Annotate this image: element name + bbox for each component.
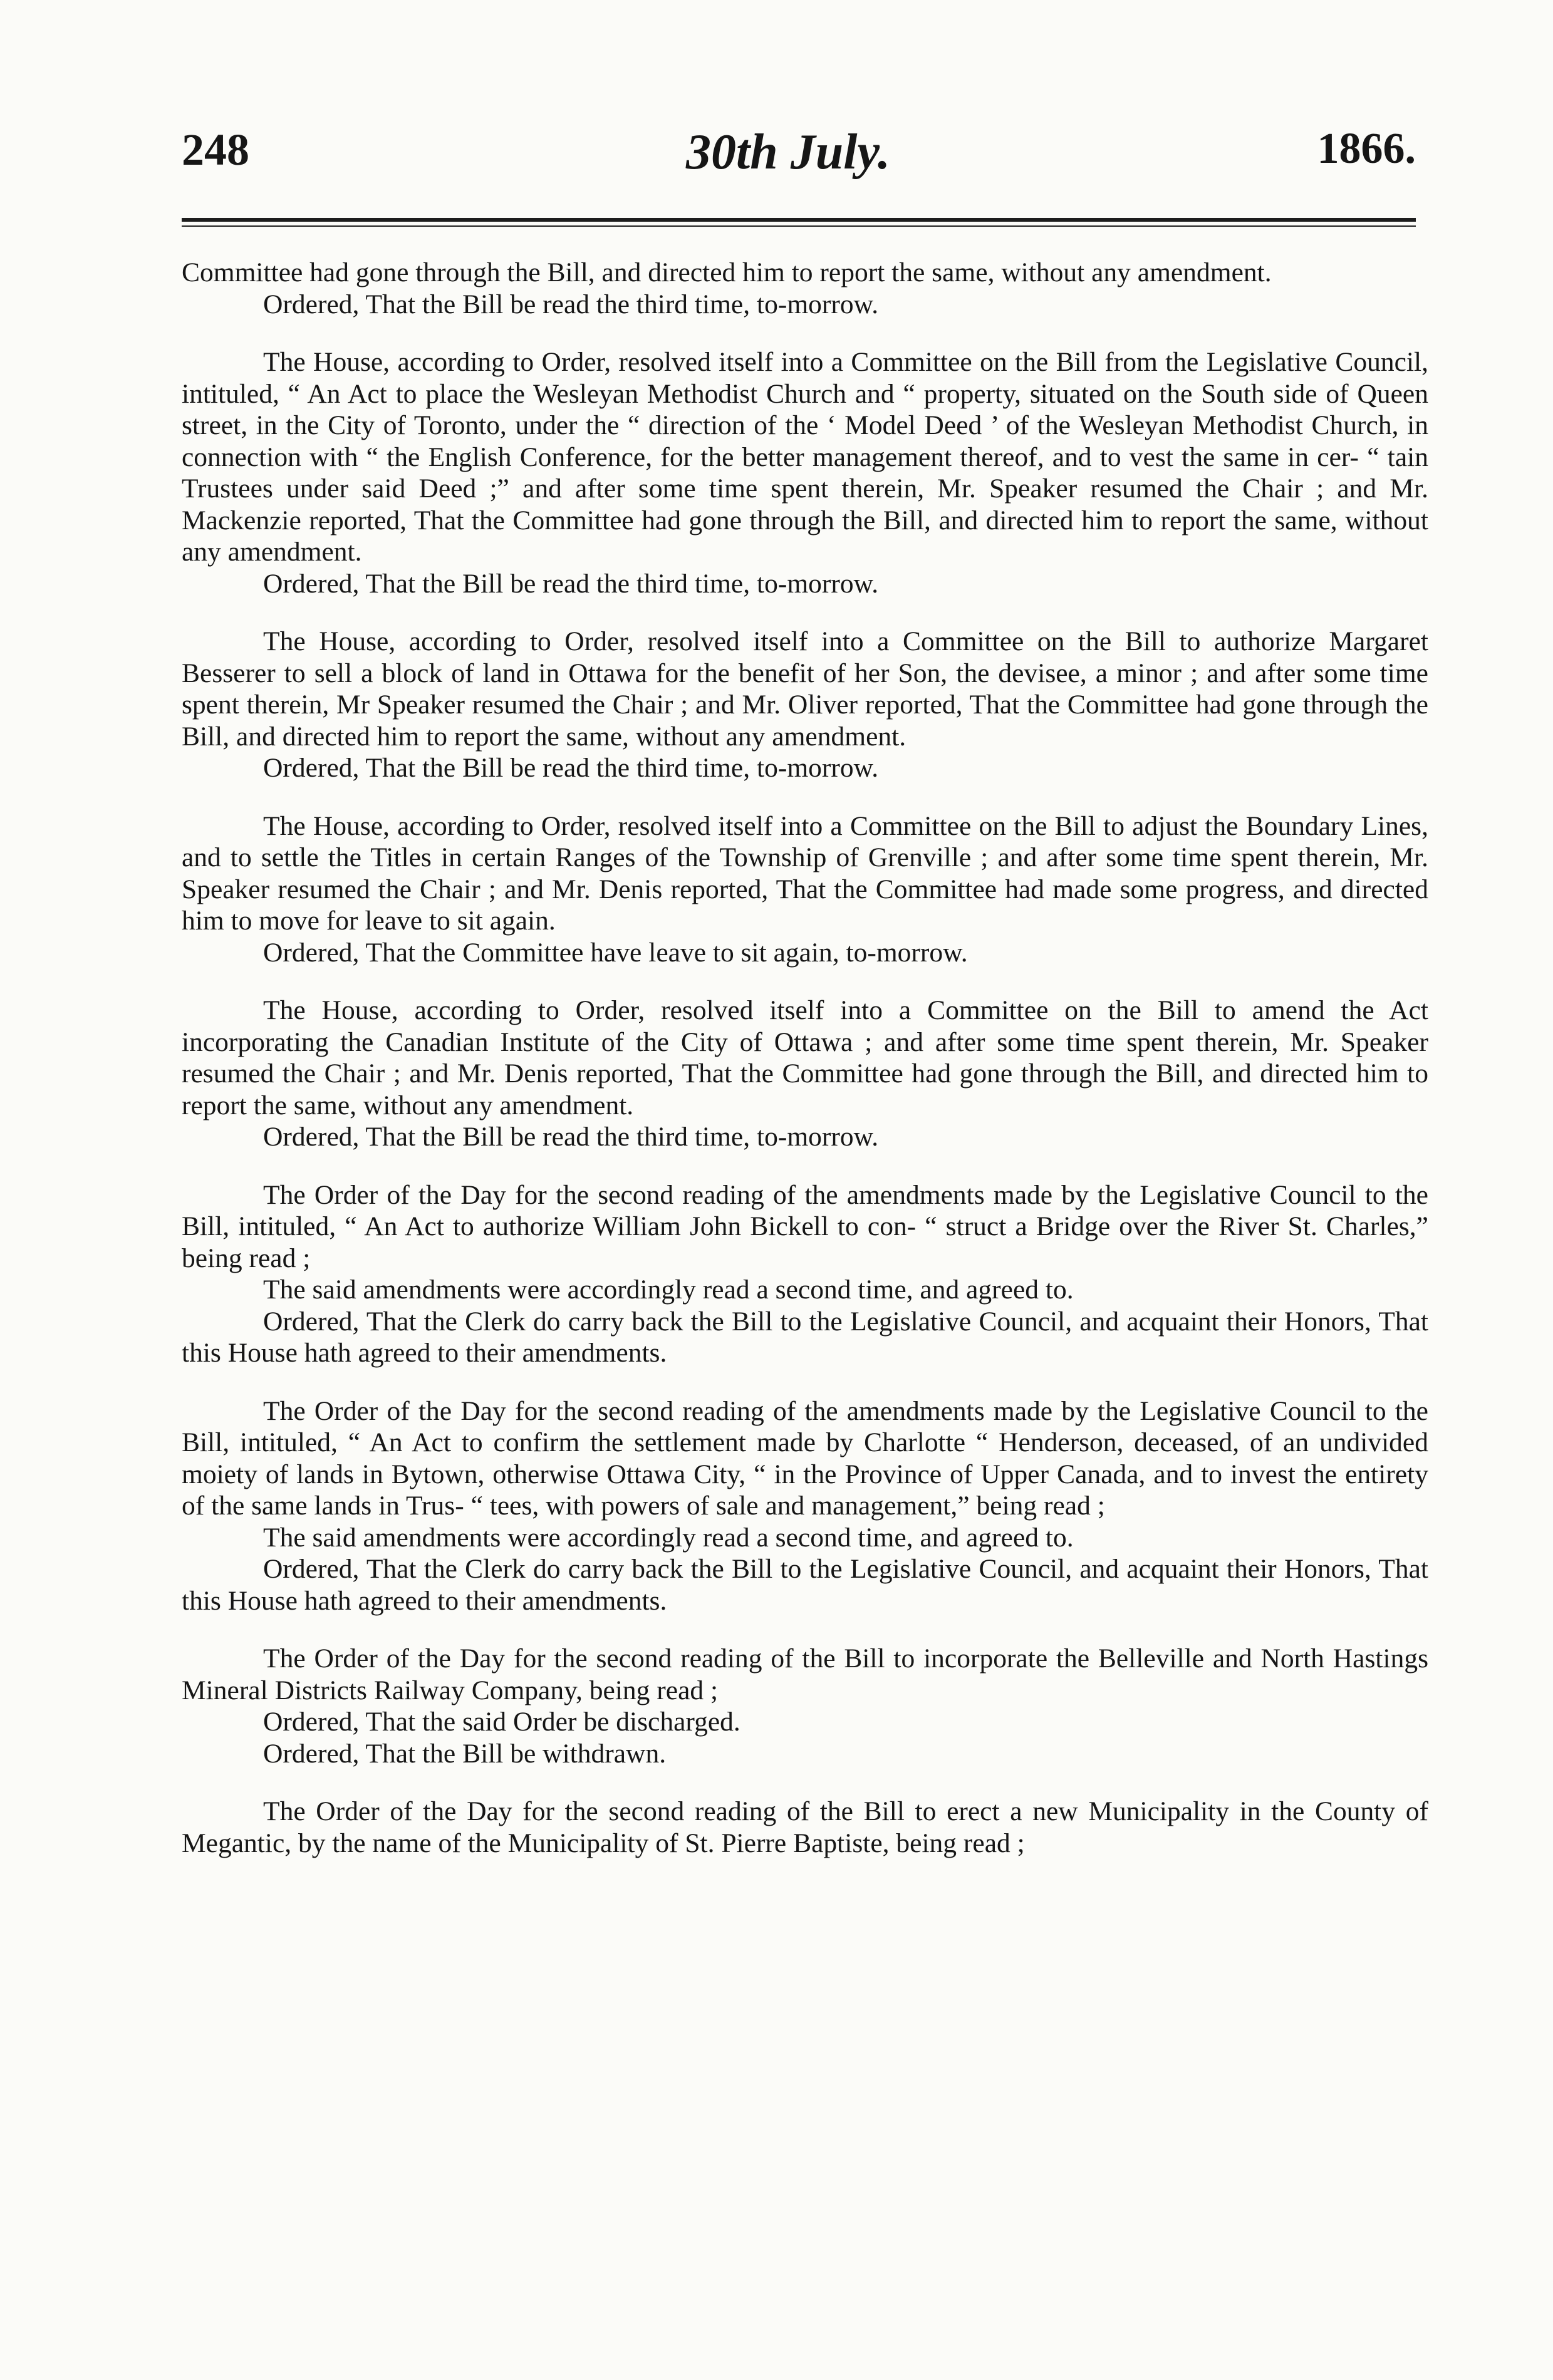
page-header	[182, 124, 1416, 187]
amendments-line: The said amendments were accordingly read a second time, and agreed to.	[263, 1275, 1074, 1305]
ordered-line: Ordered, That the said Order be discharged.	[263, 1707, 740, 1737]
ordered-line: Ordered, That the Clerk do carry back the Bill to the Legislative Council, and acquaint their Honors, That this House hath agreed to their amendments.	[182, 1554, 1428, 1616]
paragraph-text: The Order of the Day for the second reading of the Bill to incorporate the Belleville and North Hastings Mineral Districts Railway Company, being read ;	[182, 1643, 1428, 1705]
paragraph-text: The House, according to Order, resolved itself into a Committee on the Bill from the Legislative Council, intituled, “ An Act to place the Wesleyan Methodist Church and “ property, situated on the South side of Queen street, in the City of Toronto, under the “ direction of the ‘ Model Deed ’ of the Wesleyan Methodist Church, in connection with “ the English Conference, for the better management thereof, and to vest the same in cer- “ tain Trustees under said Deed ;” and after some time spent therein, Mr. Speaker resumed the Chair ; and Mr. Mackenzie reported, That the Committee had gone through the Bill, and directed him to report the same, without any amendment.	[182, 347, 1428, 567]
paragraph-text: Committee had gone through the Bill, and directed him to report the same, without any amendment.	[182, 257, 1272, 287]
paragraph	[182, 346, 1428, 599]
paragraph	[182, 626, 1428, 784]
header-rule-thick	[182, 218, 1416, 222]
ordered-line: Ordered, That the Bill be read the third time, to-morrow.	[263, 753, 879, 783]
paragraph	[182, 257, 1428, 320]
ordered-line: Ordered, That the Committee have leave to sit again, to-morrow.	[263, 937, 968, 968]
paragraph-text: The House, according to Order, resolved itself into a Committee on the Bill to authorize Margaret Besserer to sell a block of land in Ottawa for the benefit of her Son, the devisee, a minor ; and after some time spent therein, Mr Speaker resumed the Chair ; and Mr. Oliver reported, That the Committee had gone through the Bill, and directed him to report the same, without any amendment.	[182, 626, 1428, 752]
paragraph-text: The House, according to Order, resolved itself into a Committee on the Bill to adjust the Boundary Lines, and to settle the Titles in certain Ranges of the Township of Grenville ; and after some time spent therein, Mr. Speaker resumed the Chair ; and Mr. Denis reported, That the Committee had made some progress, and directed him to move for leave to sit again.	[182, 810, 1428, 936]
page-date: 30th July.	[686, 125, 890, 180]
paragraph	[182, 1796, 1428, 1859]
ordered-line: Ordered, That the Bill be read the third time, to-morrow.	[263, 1122, 879, 1152]
ordered-line: Ordered, That the Clerk do carry back the Bill to the Legislative Council, and acquaint their Honors, That this House hath agreed to their amendments.	[182, 1306, 1428, 1368]
ordered-line: Ordered, That the Bill be withdrawn.	[263, 1738, 667, 1769]
page-year: 1866.	[1317, 125, 1416, 173]
paragraph-text: The Order of the Day for the second reading of the amendments made by the Legislative Council to the Bill, intituled, “ An Act to authorize William John Bickell to con- “ struct a Bridge over the River St. Charles,” being read ;	[182, 1179, 1428, 1273]
ordered-line: Ordered, That the Bill be read the third time, to-morrow.	[263, 289, 879, 319]
amendments-line: The said amendments were accordingly read a second time, and agreed to.	[263, 1522, 1074, 1553]
page-number: 248	[182, 125, 249, 175]
paragraph-text: The Order of the Day for the second reading of the amendments made by the Legislative Council to the Bill, intituled, “ An Act to confirm the settlement made by Charlotte “ Henderson, deceased, of an undivided moiety of lands in Bytown, otherwise Ottawa City, “ in the Province of Upper Canada, and to invest the entirety of the same lands in Trus- “ tees, with powers of sale and management,” being read ;	[182, 1395, 1428, 1521]
paragraph-text: The Order of the Day for the second reading of the Bill to erect a new Municipality in the County of Megantic, by the name of the Municipality of St. Pierre Baptiste, being read ;	[182, 1796, 1428, 1858]
paragraph	[182, 1395, 1428, 1617]
paragraph	[182, 1179, 1428, 1369]
header-rule-thin	[182, 225, 1416, 227]
ordered-line: Ordered, That the Bill be read the third time, to-morrow.	[263, 568, 879, 599]
journal-body	[182, 257, 1428, 1885]
paragraph-text: The House, according to Order, resolved itself into a Committee on the Bill to amend the Act incorporating the Canadian Institute of the City of Ottawa ; and after some time spent therein, Mr. Speaker resumed the Chair ; and Mr. Denis reported, That the Committee had gone through the Bill, and directed him to report the same, without any amendment.	[182, 995, 1428, 1120]
paragraph	[182, 995, 1428, 1153]
paragraph	[182, 1643, 1428, 1769]
paragraph	[182, 810, 1428, 969]
